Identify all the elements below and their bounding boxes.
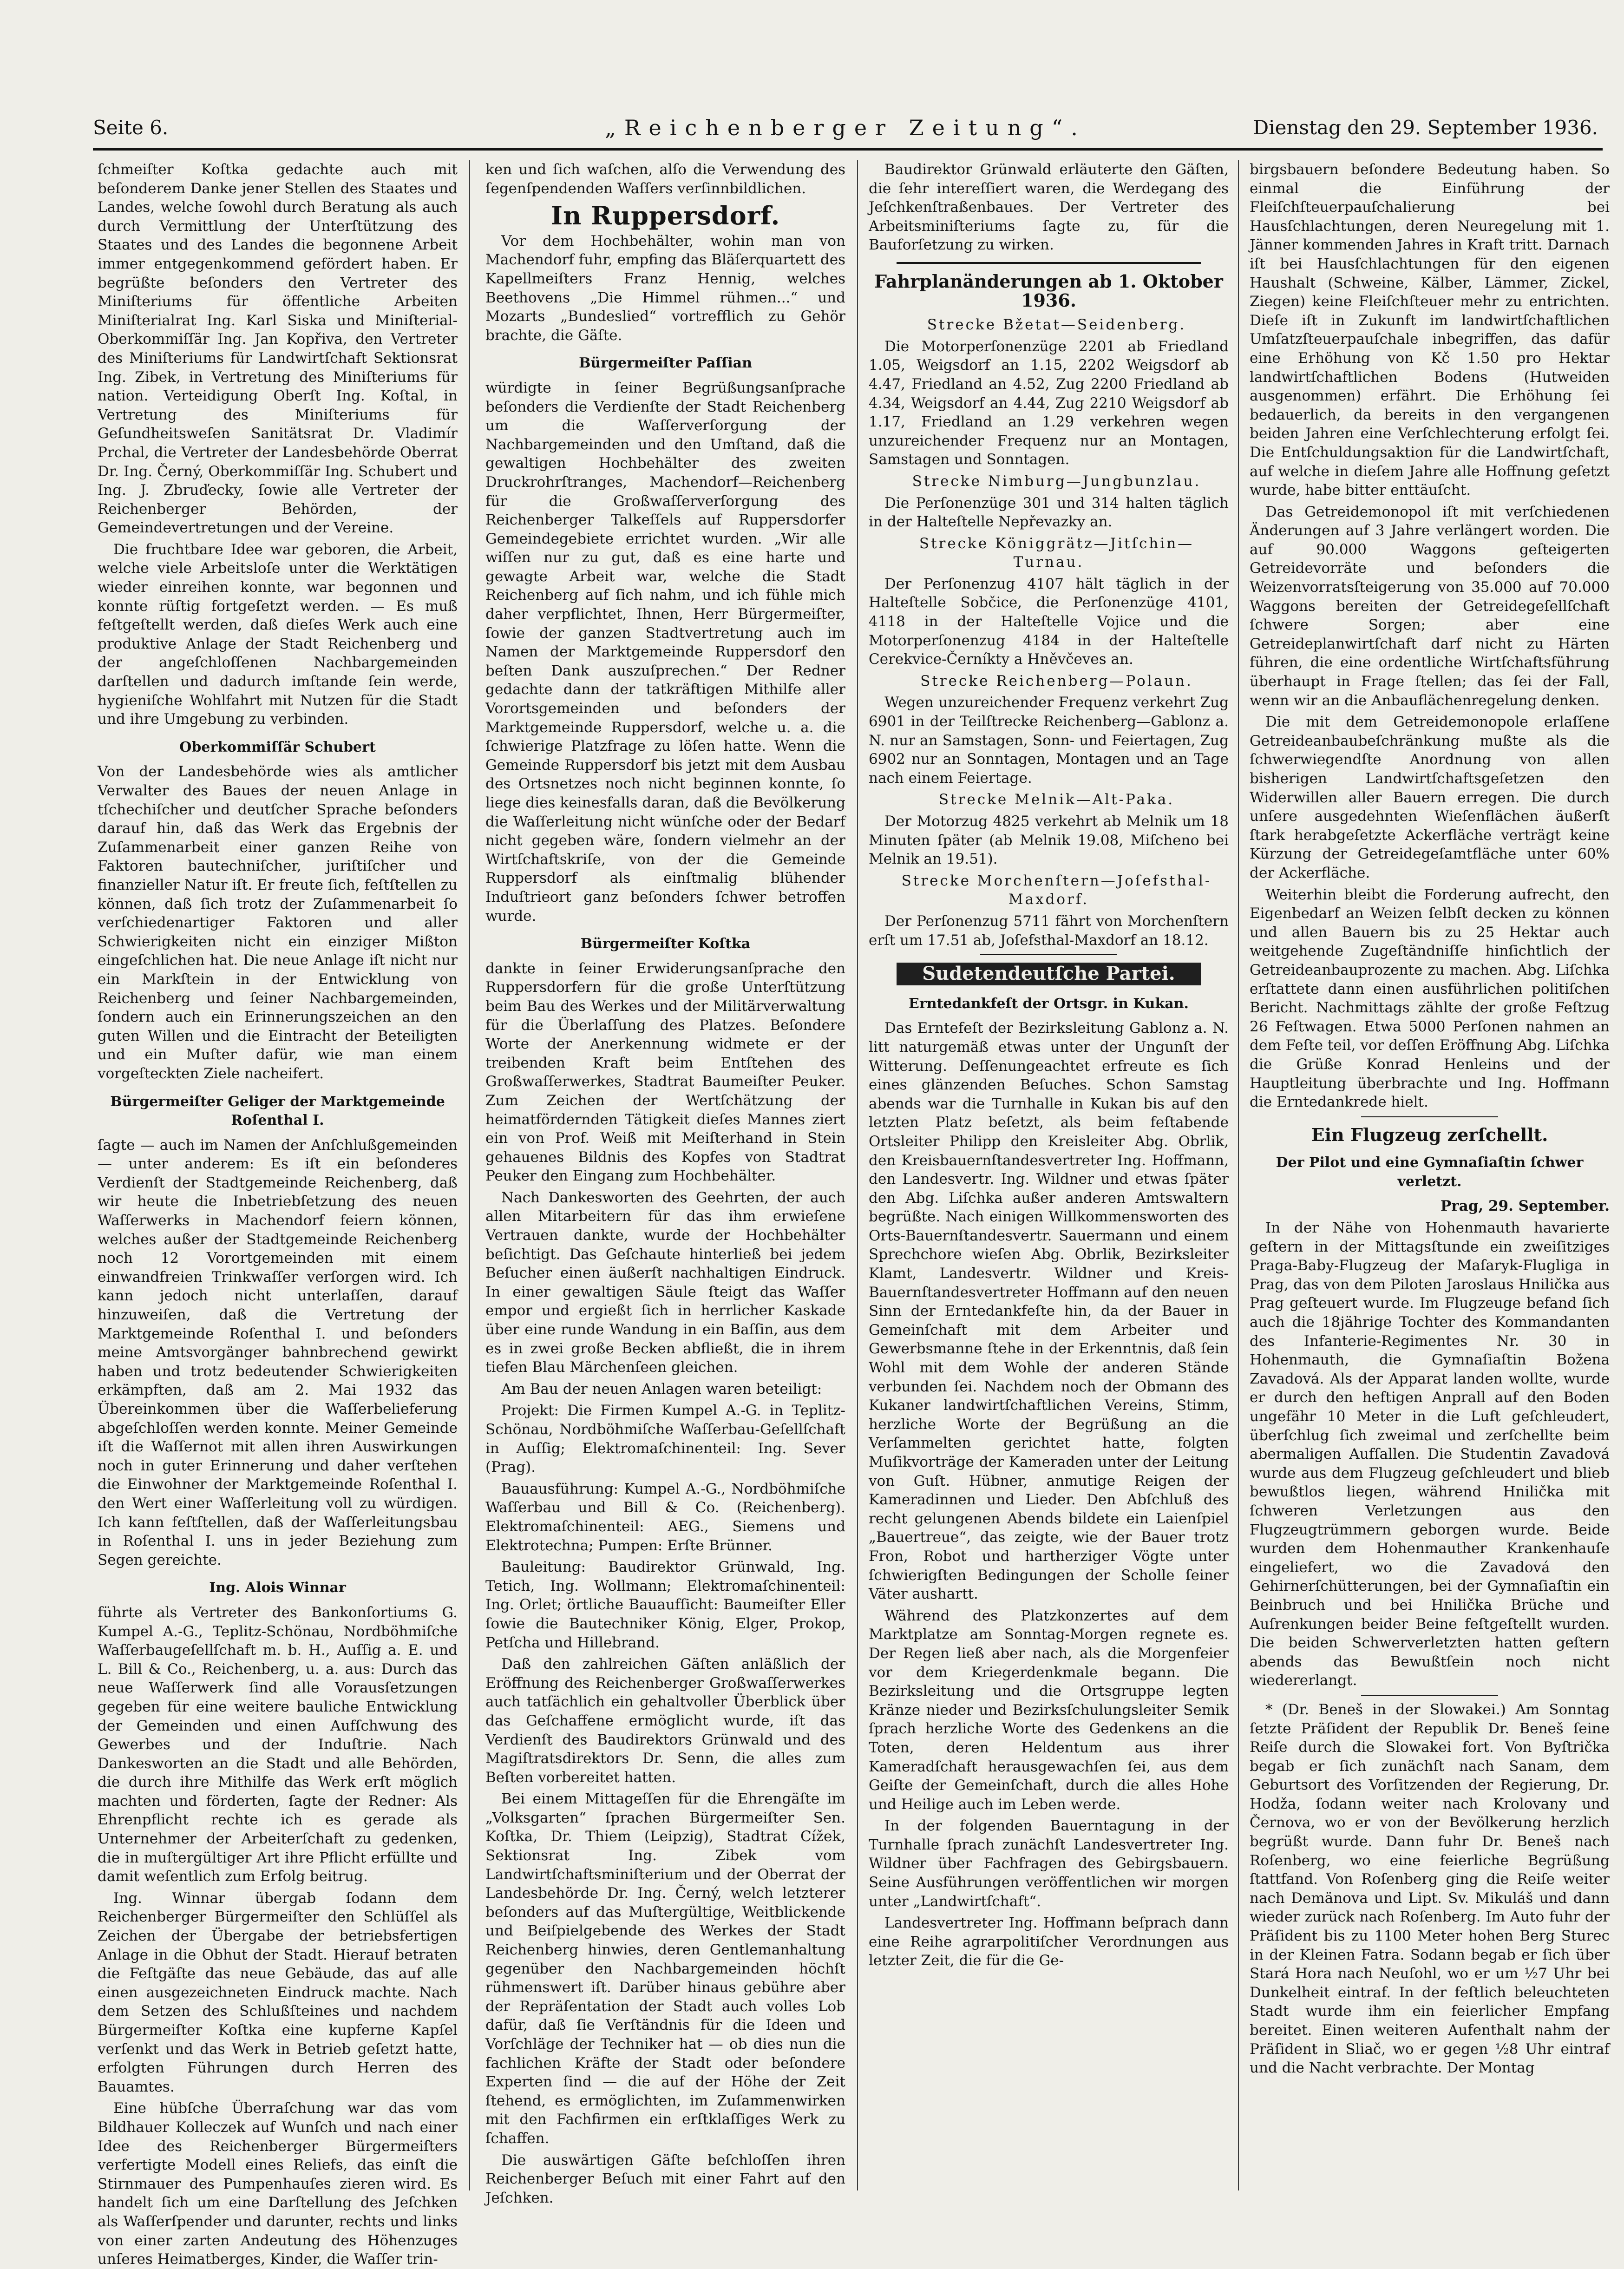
page-number: Seite 6. bbox=[93, 116, 169, 139]
paragraph: Eine hübſche Überraſchung war das vom Bildhauer Kolleczek auf Wunſch und nach einer Idee des Reichenberger Bürgermeiſters verfertigte Modell eines Reliefs, das einſt die Stirnmauer des Pumpenhauſes zieren wird. Es handelt ſich um eine Darſtellung des Jeſchken als Waſſerſpender und darunter, rechts und links von einer zarten Andeutung des Höhenzuges unſeres Heimatberges, Kinder, die Waſſer trin- bbox=[98, 2100, 458, 2268]
column-divider bbox=[857, 160, 858, 2190]
paragraph: Bei einem Mittageſſen für die Ehrengäſte im „Volksgarten“ ſprachen Bürgermeiſter Sen. Koſtka, Dr. Thiem (Leipzig), Stadtrat Cížek, Sektionsrat Ing. Zibek vom Landwirtſchaftsminiſterium und der Oberrat der Landesbehörde Dr. Ing. Černý, welch letzterer beſonders auf das Muſtergültige, Weitblickende und Beiſpielgebende des Werkes der Stadt Reichenberg hinwies, deren Gentlemanhaltung gegenüber den Nachbargemeinden höchſt rühmenswert iſt. Darüber hinaus gebühre aber der Repräſentation der Stadt auch volles Lob dafür, daß ſie Verſtändnis für die Ideen und Vorſchläge der Techniker hat — ob dies nun die fachlichen Kräfte der Stadt oder beſondere Experten ſind — die auf der Höhe der Zeit ſtehend, es ermöglichten, im Zuſammenwirken mit den Fachfirmen ein erſtklaſſiges Werk zu ſchaffen. bbox=[485, 1790, 845, 2147]
paragraph: Bauleitung: Baudirektor Grünwald, Ing. Tetich, Ing. Wollmann; Elektromaſchinenteil: Ing. Orlet; örtliche Bauaufſicht: Baumeiſter Eller ſowie die Bautechniker König, Elger, Prokop, Petſcha und Hillebrand. bbox=[485, 1559, 845, 1651]
section-heading: Bürgermeiſter Paſſian bbox=[579, 355, 752, 372]
paragraph: würdigte in ſeiner Begrüßungsanſprache beſonders die Verdienſte der Stadt Reichenberg um die Waſſerverſorgung der Nachbargemeinden und den Umſtand, daß die gewaltigen Hochbehälter des zweiten Druckrohrſtranges, Machendorf—Reichenberg für die Großwaſſerverſorgung des Reichenberger Talkeſſels auf Ruppersdorfer Gemeindegebiete errichtet wurden. „Wir alle wiſſen nur zu gut, daß es eine harte und gewagte Arbeit war, welche die Stadt Reichenberg auf ſich nahm, und ich fühle mich daher verpflichtet, Ihnen, Herr Bürgermeiſter, ſowie der ganzen Stadtvertretung auch im Namen der Marktgemeinde Ruppersdorf den beſten Dank auszuſprechen.“ Der Redner gedachte dann der tatkräftigen Mithilfe aller Vorortsgemeinden und beſonders der Marktgemeinde Ruppersdorf, welche u. a. die ſchwierige Platzfrage zu löſen hatte. Wenn die Gemeinde Ruppersdorf bis jetzt mit dem Ausbau des Ortsnetzes noch nicht beginnen konnte, ſo liege dies keinesfalls daran, daß die Bevölkerung die Waſſerleitung nicht wünſche oder der Bedarf nicht gegeben wäre, ſondern vielmehr an der Wirtſchaftskriſe, von der die Gemeinde Ruppersdorf als einſtmalig blühender Induſtrieort ganz beſonders ſchwer betroffen wurde. bbox=[485, 379, 845, 925]
paragraph: Während des Platzkonzertes auf dem Marktplatze am Sonntag-Morgen regnete es. Der Regen ließ aber nach, als die Morgenfeier vor dem Kriegerdenkmale begann. Die Bezirksleitung und die Ortsgruppe legten Kränze nieder und Bezirksſchulungsleiter Semik ſprach herzliche Worte des Gedenkens an die Toten, deren Heldentum aus ihrer Kameradſchaft herausgewachſen ſei, aus dem Geiſte der Gemeinſchaft, durch die alles Hohe und Heilige auch im Leben werde. bbox=[869, 1607, 1229, 1813]
paragraph: Nach Dankesworten des Geehrten, der auch allen Mitarbeitern für das ihm erwieſene Vertrauen dankte, wurde der Hochbehälter beſichtigt. Das Geſchaute hinterließ bei jedem Beſucher einen äußerſt nachhaltigen Eindruck. In einer gewaltigen Säule ſteigt das Waſſer empor und ergießt ſich in herrlicher Kaskade über eine runde Wandung in ein Baſſin, aus dem es in zwei große Becken abfließt, die in ihrem tiefen Blau Märchenſeen gleichen. bbox=[485, 1189, 845, 1376]
paragraph: Das Getreidemonopol iſt mit verſchiedenen Änderungen auf 3 Jahre verlängert worden. Die auf 90.000 Waggons geſteigerten Getreidevorräte und beſonders die Weizenvorratsſteigerung von 35.000 auf 70.000 Waggons bereiten der Getreidegeſellſchaft ſchwere Sorgen; aber eine Getreideplanwirtſchaft darf nicht zu Härten führen, die eine ordentliche Wirtſchaftsführung überhaupt in Frage ſtellen; das ſei der Fall, wenn wir an die Anbauflächenregelung denken. bbox=[1250, 503, 1610, 709]
section-rule bbox=[1361, 1695, 1498, 1696]
paragraph: Das Erntefeſt der Bezirksleitung Gablonz a. N. litt naturgemäß etwas unter der Ungunſt der Witterung. Deſſenungeachtet erfreute es ſich eines glänzenden Beſuches. Schon Samstag abends war die Turnhalle in Kukan bis auf den letzten Platz beſetzt, als beim feſtabende Ortsleiter Philipp den Kreisleiter Abg. Obrlik, den Kreisbauernſtandesvertreter Ing. Hoffmann, den Landesvertr. Ing. Wildner und etwas ſpäter den Abg. Liſchka außer anderen Amtswaltern begrüßte. Nach einigen Willkommensworten des Orts-Bauernſtandesvertr. Sauermann und einem Sprechchore wieſen Abg. Obrlik, Bezirksleiter Klamt, Landesvertr. Wildner und Kreis-Bauernſtandesvertreter Hoffmann auf den neuen Sinn der Erntedankfeſte hin, da der Bauer in Gemeinſchaft mit dem Arbeiter und Gewerbsmanne ſtehe in der Erkenntnis, daß ſein Wohl mit dem Wohle der anderen Stände verbunden ſei. Nachdem noch der Obmann des Kukaner landwirtſchaftlichen Vereins, Stimm, herzliche Worte der Begrüßung an die Verſammelten gerichtet hatte, folgten Muſikvorträge der Kameraden unter der Leitung von Guſt. Hübner, anmutige Reigen der Kameradinnen und Lieder. Den Abſchluß des recht gelungenen Abends bildete ein Laienſpiel „Bauertreue“, das zeigte, wie der Bauer trotz Fron, Robot und hartherziger Vögte unter ſchwierigſten Bedingungen der Scholle ſeiner Väter aushartt. bbox=[869, 1020, 1229, 1603]
paragraph: Die Perſonenzüge 301 und 314 halten täglich in der Halteſtelle Nepřevazky an. bbox=[869, 494, 1229, 531]
paragraph: dankte in ſeiner Erwiderungsanſprache den Ruppersdorfern für die große Unterſtützung beim Bau des Werkes und der Militärverwaltung für die Überlaſſung des Platzes. Beſondere Worte der Anerkennung widmete er der treibenden Kraft beim Entſtehen des Großwaſſerwerkes, Stadtrat Baumeiſter Peuker. Zum Zeichen der Wertſchätzung der heimatfördernden Tätigkeit dieſes Mannes ziert ein von Prof. Weiß mit Meiſterhand in Stein gehauenes Bildnis des Kopfes von Stadtrat Peuker den Eingang zum Hochbehälter. bbox=[485, 960, 845, 1185]
route-heading: Strecke Königgrätz—Jitſchin—Turnau. bbox=[919, 535, 1194, 571]
paragraph: Bauausführung: Kumpel A.-G., Nordböhmiſche Waſſerbau und Bill & Co. (Reichenberg). Elektromaſchinenteil: AEG., Siemens und Elektrotechna; Pumpen: Erſte Brünner. bbox=[485, 1480, 845, 1554]
route-heading: Strecke Reichenberg—Polaun. bbox=[920, 672, 1193, 689]
article-subheadline: Der Pilot und eine Gymnaſiaſtin ſchwer verletzt. bbox=[1276, 1154, 1584, 1190]
dateline: Prag, 29. September. bbox=[1440, 1198, 1610, 1215]
paragraph: Die Motorperſonenzüge 2201 ab Friedland 1.05, Weigsdorf an 1.15, 2202 Weigsdorf ab 4.47, Friedland an 4.52, Zug 2200 Friedland ab 4.34, Weigsdorf an 4.44, Zug 2210 Weigsdorf ab 1.17, Friedland an 1.29 verkehren wegen unzureichender Frequenz nur an Montagen, Samstagen und Sonntagen. bbox=[869, 338, 1229, 468]
section-heading: Ing. Alois Winnar bbox=[209, 1580, 346, 1596]
paragraph: Der Perſonenzug 5711 fährt von Morchenſtern erſt um 17.51 ab, Joſefsthal-Maxdorf an 18.12. bbox=[869, 912, 1229, 949]
section-rule bbox=[980, 954, 1117, 955]
paragraph: Die fruchtbare Idee war geboren, die Arbeit, welche viele Arbeitsloſe unter die Werktätigen wieder einreihen konnte, war begonnen und konnte rüſtig fortgeſetzt werden. — Es muß feſtgeſtellt werden, daß dieſes Werk auch eine produktive Anlage der Stadt Reichenberg und der angeſchloſſenen Nachbargemeinden darſtellen und dadurch imſtande ſein werde, hygieniſche Wohlfahrt mit Nutzen für die Stadt und ihre Umgebung zu verbinden. bbox=[98, 541, 458, 728]
paragraph: ſagte — auch im Namen der Anſchlußgemeinden — unter anderem: Es iſt ein beſonderes Verdienſt der Stadtgemeinde Reichenberg, daß wir heute die Inbetriebſetzung des neuen Waſſerwerks in Machendorf feiern können, welches außer der Stadtgemeinde Reichenberg noch 12 Vorortgemeinden mit einem einwandfreien Trinkwaſſer verſorgen wird. Ich kann jedoch nicht unterlaſſen, darauf hinzuweiſen, daß die Vertretung der Marktgemeinde Roſenthal I. und beſonders meine Amtsvorgänger bahnbrechend gewirkt haben und trotz bedeutender Schwierigkeiten erkämpften, daß am 2. Mai 1932 das Übereinkommen über die Waſſerbelieferung abgeſchloſſen werden konnte. Meiner Gemeinde iſt die Waſſernot mit allen ihren Auswirkungen noch in guter Erinnerung und daher verſtehen die Einwohner der Marktgemeinde Roſenthal I. den Wert einer Waſſerleitung voll zu würdigen. Ich kann feſtſtellen, daß der Waſſerleitungsbau in Roſenthal I. uns in jeder Beziehung zum Segen gereichte. bbox=[98, 1136, 458, 1568]
paragraph: Baudirektor Grünwald erläuterte den Gäſten, die ſehr intereſſiert waren, die Werdegang des Jeſchkenſtraßenbaues. Der Vertreter des Arbeitsminiſteriums ſagte zu, für die Bauforſetzung zu wirken. bbox=[869, 161, 1229, 254]
column-divider bbox=[1238, 160, 1239, 2190]
section-heading: Bürgermeiſter Koſtka bbox=[580, 936, 751, 952]
paragraph: Wegen unzureichender Frequenz verkehrt Zug 6901 in der Teilſtrecke Reichenberg—Gablonz a. N. nur an Samstagen, Sonn- und Feiertagen, Zug 6902 nur an Sonntagen, Montagen und an Tage nach einem Feiertage. bbox=[869, 694, 1229, 787]
column-divider bbox=[469, 160, 470, 2190]
paragraph: Der Motorzug 4825 verkehrt ab Melnik um 18 Minuten ſpäter (ab Melnik 19.08, Miſcheno bei Melnik an 19.51). bbox=[869, 813, 1229, 868]
route-heading: Strecke Morchenſtern—Joſefsthal-Maxdorf. bbox=[901, 872, 1212, 908]
column-4 bbox=[1250, 160, 1610, 2190]
newspaper-title: „Reichenberger Zeitung“. bbox=[605, 115, 1086, 140]
paragraph: Die auswärtigen Gäſte beſchloſſen ihren Reichenberger Beſuch mit einer Fahrt auf den Jeſchken. bbox=[485, 2151, 845, 2206]
column-3 bbox=[869, 160, 1229, 2190]
header-rule bbox=[93, 148, 1603, 151]
issue-date: Dienstag den 29. September 1936. bbox=[1253, 116, 1598, 139]
paragraph: Projekt: Die Firmen Kumpel A.-G. in Teplitz-Schönau, Nordböhmiſche Waſſerbau-Geſellſchaft in Auſſig; Elektromaſchinenteil: Ing. Sever (Prag). bbox=[485, 1402, 845, 1476]
paragraph: Die mit dem Getreidemonopole erlaſſene Getreideanbaubeſchränkung mußte als die ſchwerwiegendſte Anordnung von allen bisherigen Landwirtſchaftsgeſetzen den Widerwillen aller Bauern erregen. Die durch unſere ausgedehnten Wieſenflächen äußerſt ſtark herabgeſetzte Ackerfläche verträgt keine Kürzung der Getreidegeſamtfläche unter 60% der Ackerfläche. bbox=[1250, 714, 1610, 881]
paragraph: Von der Landesbehörde wies als amtlicher Verwalter des Baues der neuen Anlage in tſchechiſcher und deutſcher Sprache beſonders darauf hin, daß das Werk das Ergebnis der Zuſammenarbeit einer ganzen Reihe von Faktoren bautechniſcher, juriſtiſcher und finanzieller Natur iſt. Er freute ſich, feſtſtellen zu können, daß ſich trotz der Zuſammenarbeit ſo verſchiedenartiger Faktoren und aller Schwierigkeiten nicht ein einziger Mißton eingeſchlichen hat. Die neue Anlage iſt nicht nur ein Markſtein in der Entwicklung von Reichenberg und ſeiner Nachbargemeinden, ſondern auch ein Erinnerungszeichen an den guten Willen und die Eintracht der Beteiligten und ein Muſter dafür, wie man einem vorgeſteckten Ziele nacheifert. bbox=[98, 763, 458, 1082]
article-headline: Ein Flugzeug zerſchellt. bbox=[1311, 1124, 1548, 1145]
paragraph: ſchmeiſter Koſtka gedachte auch mit beſonderem Danke jener Stellen des Staates und Landes, welche ſowohl durch Beratung als auch durch Vermittlung der Unterſtützung des Staates und des Landes die begonnene Arbeit immer entgegenkommend gefördert haben. Er begrüßte beſonders den Vertreter des Miniſteriums für öffentliche Arbeiten Miniſterialrat Ing. Karl Siska und Miniſterial-Oberkommiſſär Ing. Jan Kopřiva, den Vertreter des Miniſteriums für Landwirtſchaft Sektionsrat Ing. Zibek, in Vertretung des Miniſteriums für nation. Verteidigung Oberſt Ing. Koſtal, in Vertretung des Miniſteriums für Geſundheitsweſen Sanitätsrat Dr. Vladimír Prchal, die Vertreter der Landesbehörde Oberrat Dr. Ing. Černý, Oberkommiſſär Ing. Schubert und Ing. J. Zbruďecky, ſowie alle Vertreter der Reichenberger Behörden, der Gemeindevertretungen und der Vereine. bbox=[98, 161, 458, 537]
section-heading: Erntedankfeſt der Ortsgr. in Kukan. bbox=[909, 995, 1189, 1012]
party-banner: Sudetendeutſche Partei. bbox=[897, 963, 1201, 985]
paragraph: In der folgenden Bauerntagung in der Turnhalle ſprach zunächſt Landesvertreter Ing. Wildner über Fachfragen des Gebirgsbauern. Seine Ausführungen veröffentlichen wir morgen unter „Landwirtſchaft“. bbox=[869, 1817, 1229, 1910]
paragraph: * (Dr. Beneš in der Slowakei.) Am Sonntag ſetzte Präſident der Republik Dr. Beneš ſeine Reiſe durch die Slowakei fort. Von Byſtrička begab er ſich zunächſt nach Sanam, dem Geburtsort des Vorſitzenden der Regierung, Dr. Hodža, ſodann weiter nach Krolovany und Černova, wo er von der Bevölkerung herzlich begrüßt wurde. Dann fuhr Dr. Beneš nach Roſenberg, wo eine feierliche Begrüßung ſtattfand. Von Roſenberg ging die Reiſe weiter nach Demänova und Lipt. Sv. Mikuláš und dann wieder zurück nach Roſenberg. Im Auto fuhr der Präſident bis zu 1100 Meter hohen Berg Sturec in der Kleinen Fatra. Sodann begab er ſich über Stará Hora nach Neuſohl, wo er um ½7 Uhr bei Dunkelheit eintraf. In der feſtlich beleuchteten Stadt wurde ihm ein feierlicher Empfang bereitet. Einen weiteren Aufenthalt nahm der Präſident in Sliač, wo er gegen ½8 Uhr eintraf und die Nacht verbrachte. Der Montag bbox=[1250, 1701, 1610, 2077]
route-heading: Strecke Nimburg—Jungbunzlau. bbox=[912, 472, 1201, 490]
route-heading: Strecke Melnik—Alt-Paka. bbox=[938, 791, 1175, 808]
paragraph: In der Nähe von Hohenmauth havarierte geſtern in der Mittagsſtunde ein zweiſitziges Praga-Baby-Flugzeug der Maſaryk-Flugliga in Prag, das von dem Piloten Jaroslaus Hnilička aus Prag geſteuert wurde. Im Flugzeuge befand ſich auch die 18jährige Tochter des Kommandanten des Infanterie-Regimentes Nr. 30 in Hohenmauth, die Gymnaſiaſtin Božena Zavadová. Als der Apparat landen wollte, wurde er durch den heftigen Anprall auf den Boden ungefähr 10 Meter in die Luft geſchleudert, überſchlug ſich zweimal und zerſchellte beim abermaligen Aufſallen. Die Studentin Zavadová wurde aus dem Flugzeug geſchleudert und blieb bewußtlos liegen, während Hnilička mit ſchweren Verletzungen aus den Flugzeugtrümmern geborgen wurde. Beide wurden dem Hohenmauther Krankenhauſe eingeliefert, wo die Zavadová den Gehirnerſchütterungen, bei der Gymnaſiaſtin ein Beinbruch und bei Hnilička Brüche und Auſrenkungen beider Beine feſtgeſtellt wurden. Die beiden Schwerverletzten hatten geſtern abends das Bewußtſein noch nicht wiedererlangt. bbox=[1250, 1220, 1610, 1689]
paragraph: Am Bau der neuen Anlagen waren beteiligt: bbox=[501, 1380, 822, 1397]
paragraph: ken und ſich waſchen, alſo die Verwendung des ſegenſpendenden Waſſers verſinnbildlichen. bbox=[485, 161, 845, 197]
paragraph: Der Perſonenzug 4107 hält täglich in der Halteſtelle Sobčice, die Perſonenzüge 4101, 4118 in der Halteſtelle Vojice und die Motorperſonenzug 4184 in der Halteſtelle Cerekvice-Černíkty a Hněvčeves an. bbox=[869, 575, 1229, 668]
article-headline: In Ruppersdorf. bbox=[550, 201, 780, 231]
route-heading: Strecke Bžetat—Seidenberg. bbox=[927, 316, 1186, 334]
paragraph: führte als Vertreter des Bankonſortiums G. Kumpel A.-G., Teplitz-Schönau, Nordböhmiſche Waſſerbaugeſellſchaft m. b. H., Auſſig a. E. und L. Bill & Co., Reichenberg, u. a. aus: Durch das neue Waſſerwerk ſind alle Vorausſetzungen gegeben für eine weitere bauliche Entwicklung der Gemeinden und einen Aufſchwung des Gewerbes und der Induſtrie. Nach Dankesworten an die Stadt und alle Behörden, die durch ihre Mithilfe das Werk erſt möglich machten und förderten, ſagte der Redner: Als Ehrenpflicht rechte ich es gerade als Unternehmer der Arbeiterſchaft zu gedenken, die in muſtergültiger Art ihre Pflicht erfüllte und damit weſentlich zum Erfolg beitrug. bbox=[98, 1604, 458, 1885]
paragraph: Ing. Winnar übergab ſodann dem Reichenberger Bürgermeiſter den Schlüſſel als Zeichen der Übergabe der betriebsfertigen Anlage in die Obhut der Stadt. Hierauf betraten die Feſtgäſte das neue Gebäude, das auf alle einen ausgezeichneten Eindruck machte. Nach dem Setzen des Schlußſteines und nachdem Bürgermeiſter Koſtka eine kupferne Kapſel verſenkt und das Werk in Betrieb geſetzt hatte, erfolgten Führungen durch Herren des Bauamtes. bbox=[98, 1889, 458, 2095]
paragraph: Weiterhin bleibt die Forderung aufrecht, den Eigenbedarf an Weizen ſelbſt decken zu können und allen Bauern bis zu 25 Hektar auch weitgehende Zugeſtändniſſe hinſichtlich der Getreideanbauprozente zu machen. Abg. Liſchka erſtattete dann einen ausführlichen politiſchen Bericht. Nachmittags zählte der große Feſtzug 26 Feſtwagen. Etwa 5000 Perſonen nahmen an dem Feſte teil, vor deſſen Eröffnung Abg. Liſchka die Grüße Konrad Henleins und der Hauptleitung überbrachte und Ing. Hoffmann die Erntedankrede hielt. bbox=[1250, 886, 1610, 1111]
section-heading: Oberkommiſſär Schubert bbox=[179, 739, 376, 755]
article-headline: Fahrplanänderungen ab 1. Oktober 1936. bbox=[874, 270, 1223, 311]
page-header bbox=[93, 111, 1598, 144]
section-rule bbox=[897, 262, 1201, 264]
paragraph: Vor dem Hochbehälter, wohin man von Machendorf fuhr, empfing das Bläſerquartett des Kapellmeiſters Franz Hennig, welches Beethovens „Die Himmel rühmen...“ und Mozarts „Bundeslied“ vortrefflich zu Gehör brachte, die Gäſte. bbox=[485, 232, 845, 344]
column-2 bbox=[485, 160, 845, 2206]
section-heading: Bürgermeiſter Geliger der Marktgemeinde Roſenthal I. bbox=[110, 1093, 445, 1129]
paragraph: Landesvertreter Ing. Hoffmann beſprach dann eine Reihe agrarpolitiſcher Verordnungen aus letzter Zeit, die für die Ge- bbox=[869, 1915, 1229, 1969]
paragraph: Daß den zahlreichen Gäſten anläßlich der Eröffnung des Reichenberger Großwaſſerwerkes auch tatſächlich ein gehaltvoller Überblick über das Geſchaffene ermöglicht wurde, iſt das Verdienſt des Baudirektors Grünwald und des Magiſtratsdirektors Dr. Senn, die alles zum Beſten vorbereitet hatten. bbox=[485, 1656, 845, 1786]
section-rule bbox=[1361, 1116, 1498, 1117]
paragraph: birgsbauern beſondere Bedeutung haben. So einmal die Einführung der Fleiſchſteuerpauſchalierung bei Hausſchlachtungen, deren Neuregelung mit 1. Jänner kommenden Jahres in Kraft tritt. Darnach iſt bei Hausſchlachtungen für den eigenen Haushalt (Schweine, Kälber, Lämmer, Zickel, Ziegen) keine Fleiſchſteuer mehr zu entrichten. Dieſe iſt in Zukunft im landwirtſchaftlichen Umſatzſteuerpauſchale inbegriffen, das dafür eine Erhöhung von Kč 1.50 pro Hektar landwirtſchaftlichen Bodens (Hutweiden ausgenommen) erfährt. Die Erhöhung ſei bedauerlich, da bereits in den vergangenen beiden Jahren eine Verſchlechterung erfolgt ſei. Die Entſchuldungsaktion für die Landwirtſchaft, auf welche in dieſem Jahre alle Hoffnung geſetzt wurde, habe bitter enttäuſcht. bbox=[1250, 161, 1610, 499]
column-1 bbox=[98, 160, 458, 2268]
